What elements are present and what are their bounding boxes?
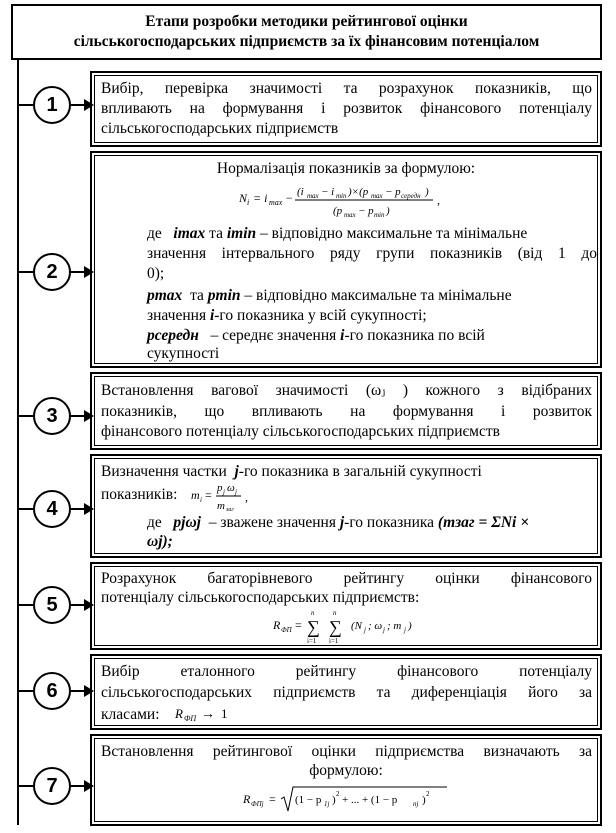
svg-text:): )	[422, 794, 426, 806]
step-number-5: 5	[33, 586, 71, 624]
step-1-line-2: впливають на формування і розвиток фінансового потенціалу	[101, 100, 592, 117]
svg-text:→: →	[201, 707, 215, 722]
svg-text:p: p	[217, 482, 223, 494]
step-5-line-2: потенціалу сільськогосподарських підприємств:	[101, 589, 420, 606]
step-2-box	[94, 155, 598, 364]
step-7-line-1: Встановлення рейтингової оцінки підприємства визначають за	[101, 743, 592, 760]
title-line-2: сільськогосподарських підприємств за їх фінансовим потенціалом	[73, 33, 540, 50]
step-2-def-3a: pсередн – середнє значення i-го показника по всій	[147, 327, 485, 344]
var-pmax: pmax	[147, 287, 183, 304]
svg-text:; m: ; m	[387, 620, 402, 632]
enterprise-rating-formula	[241, 783, 461, 817]
step-4-def-b: ωj);	[147, 533, 173, 550]
svg-text:min: min	[374, 211, 385, 219]
svg-text:∑: ∑	[307, 617, 320, 637]
step-4-line-1: Визначення частки j-го показника в загальній сукупності	[101, 463, 482, 480]
svg-text:j: j	[404, 626, 406, 634]
step-number-2: 2	[33, 253, 71, 291]
svg-text:m: m	[217, 500, 225, 512]
svg-text:−: −	[285, 191, 294, 205]
svg-text:j: j	[223, 488, 225, 496]
var-pmin: pmin	[207, 287, 241, 304]
svg-text:(N: (N	[351, 620, 362, 632]
share-formula	[189, 479, 269, 513]
svg-text:R: R	[273, 618, 281, 632]
connector-6	[17, 690, 33, 692]
svg-text:ФП: ФП	[184, 714, 197, 723]
step-7-box	[94, 738, 598, 822]
step-number-4: 4	[33, 490, 71, 528]
diagram-title	[11, 4, 602, 60]
step-3-box	[94, 376, 598, 446]
svg-text:,: ,	[437, 193, 440, 207]
svg-text:max: max	[371, 192, 383, 200]
step-4-def-a: де pjωj – зважене значення j-го показника (mзаг = ΣNi ×	[147, 514, 530, 531]
svg-text:i=1: i=1	[307, 637, 317, 645]
svg-text:∑: ∑	[329, 617, 342, 637]
connector-arrow-1	[71, 104, 85, 106]
connector-arrow-4	[71, 508, 85, 510]
svg-text:max: max	[307, 192, 319, 200]
rating-formula	[271, 607, 451, 645]
svg-text:ФП: ФП	[281, 626, 292, 634]
step-5-line-1: Розрахунок багаторівневого рейтингу оцінки фінансового	[101, 570, 592, 587]
svg-text:,: ,	[245, 490, 248, 504]
svg-text:+ ... + (1 − p: + ... + (1 − p	[342, 794, 398, 806]
step-2-intro: Нормалізація показників за формулою:	[216, 160, 476, 177]
svg-text:j: j	[235, 488, 237, 496]
title-line-1: Етапи розробки методики рейтингової оцінки	[145, 13, 468, 30]
svg-text:(1 − p: (1 − p	[295, 794, 322, 806]
svg-text:=: =	[295, 618, 302, 632]
step-2-def-3c: сукупності	[147, 345, 220, 362]
step-6-line-3: класами:	[101, 706, 160, 723]
svg-text:): )	[425, 186, 429, 198]
svg-text:ω: ω	[227, 482, 235, 494]
connector-5	[17, 604, 33, 606]
svg-text:N: N	[239, 191, 248, 205]
svg-text:R: R	[243, 792, 251, 806]
var-mzag: (mзаг = ΣNi ×	[437, 514, 530, 531]
svg-text:середн: середн	[401, 192, 421, 200]
svg-text:i: i	[200, 496, 202, 504]
svg-text:n: n	[333, 609, 337, 617]
svg-text:2: 2	[426, 790, 430, 798]
step-2-def-2b: значення i-го показника у всій сукупності;	[147, 307, 427, 324]
connector-arrow-5	[71, 604, 85, 606]
svg-text:(i: (i	[297, 186, 304, 198]
step-number-7: 7	[33, 767, 71, 805]
normalization-formula	[237, 180, 597, 220]
svg-text:=: =	[269, 792, 276, 806]
svg-text:): )	[408, 620, 412, 632]
svg-text:i: i	[247, 198, 250, 207]
step-1-box	[94, 75, 598, 143]
connector-arrow-7	[71, 785, 85, 787]
svg-text:2: 2	[336, 790, 340, 798]
svg-text:m: m	[191, 488, 200, 502]
step-4-line-2: показників:	[101, 486, 178, 503]
connector-arrow-3	[71, 415, 85, 417]
step-1-line-1: Вибір, перевірка значимості та розрахунок показників, що	[101, 80, 592, 97]
svg-text:max: max	[269, 198, 283, 207]
var-imax: imax	[173, 225, 206, 242]
var-imin: imin	[226, 225, 257, 242]
normalization-formula-graphic	[237, 180, 597, 220]
flow-spine	[17, 60, 19, 825]
connector-2	[17, 271, 33, 273]
svg-text:max: max	[344, 211, 356, 219]
svg-text:заг: заг	[226, 507, 234, 513]
reference-rating-formula	[173, 701, 253, 725]
svg-text:): )	[332, 794, 336, 806]
connector-3	[17, 415, 33, 417]
connector-7	[17, 785, 33, 787]
svg-text:)×(p: )×(p	[348, 186, 369, 198]
step-3-line-3: фінансового потенціалу сільськогосподарських підприємств	[101, 423, 500, 440]
connector-4	[17, 508, 33, 510]
svg-text:n: n	[311, 609, 315, 617]
step-2-def-1c: 0);	[147, 265, 165, 282]
step-7-line-2: формулою:	[309, 762, 383, 779]
step-number-3: 3	[33, 397, 71, 435]
svg-text:R: R	[175, 706, 183, 721]
svg-text:=: =	[205, 488, 212, 502]
step-1-line-3: сільськогосподарських підприємств	[101, 120, 339, 137]
step-3-line-2: показників, що впливають на формування і розвиток	[101, 403, 592, 420]
step-2-def-2a: pmax та pmin – відповідно максимальне та мінімальне	[147, 287, 512, 304]
var-pser: pсередн	[147, 327, 199, 344]
svg-text:min: min	[336, 192, 347, 200]
svg-text:− i: − i	[321, 186, 335, 198]
connector-arrow-6	[71, 690, 85, 692]
svg-text:= i: = i	[253, 191, 268, 205]
svg-text:1j: 1j	[324, 800, 330, 808]
svg-text:): )	[386, 205, 390, 217]
svg-text:ФПj: ФПj	[251, 800, 264, 808]
step-6-box	[94, 658, 598, 726]
svg-text:j: j	[383, 626, 385, 634]
connector-1	[17, 104, 33, 106]
step-3-line-1: Встановлення вагової значимості (ωⱼ ) кожного з відібраних	[101, 382, 592, 399]
svg-text:− p: − p	[358, 205, 374, 217]
step-6-line-1: Вибір еталонного рейтингу фінансового потенціалу	[101, 663, 592, 680]
step-5-box	[94, 566, 598, 646]
svg-text:− p: − p	[385, 186, 401, 198]
step-number-1: 1	[33, 86, 71, 124]
step-number-6: 6	[33, 672, 71, 710]
step-4-box	[94, 458, 598, 554]
svg-text:1: 1	[221, 706, 228, 721]
svg-text:i=1: i=1	[329, 637, 339, 645]
step-2-def-1a: де imax та imin – відповідно максимальне та мінімальне	[147, 225, 528, 242]
step-2-def-1b: значення інтервального ряду групи показників (від 1 до	[147, 245, 597, 262]
var-pjwj: pjωj	[173, 514, 201, 531]
connector-arrow-2	[71, 271, 85, 273]
step-6-line-2: сільськогосподарських підприємств та диференціація його за	[101, 684, 592, 701]
svg-text:j: j	[364, 626, 366, 634]
svg-text:; ω: ; ω	[368, 620, 383, 632]
svg-text:nj: nj	[413, 800, 419, 808]
svg-text:(p: (p	[333, 205, 343, 217]
